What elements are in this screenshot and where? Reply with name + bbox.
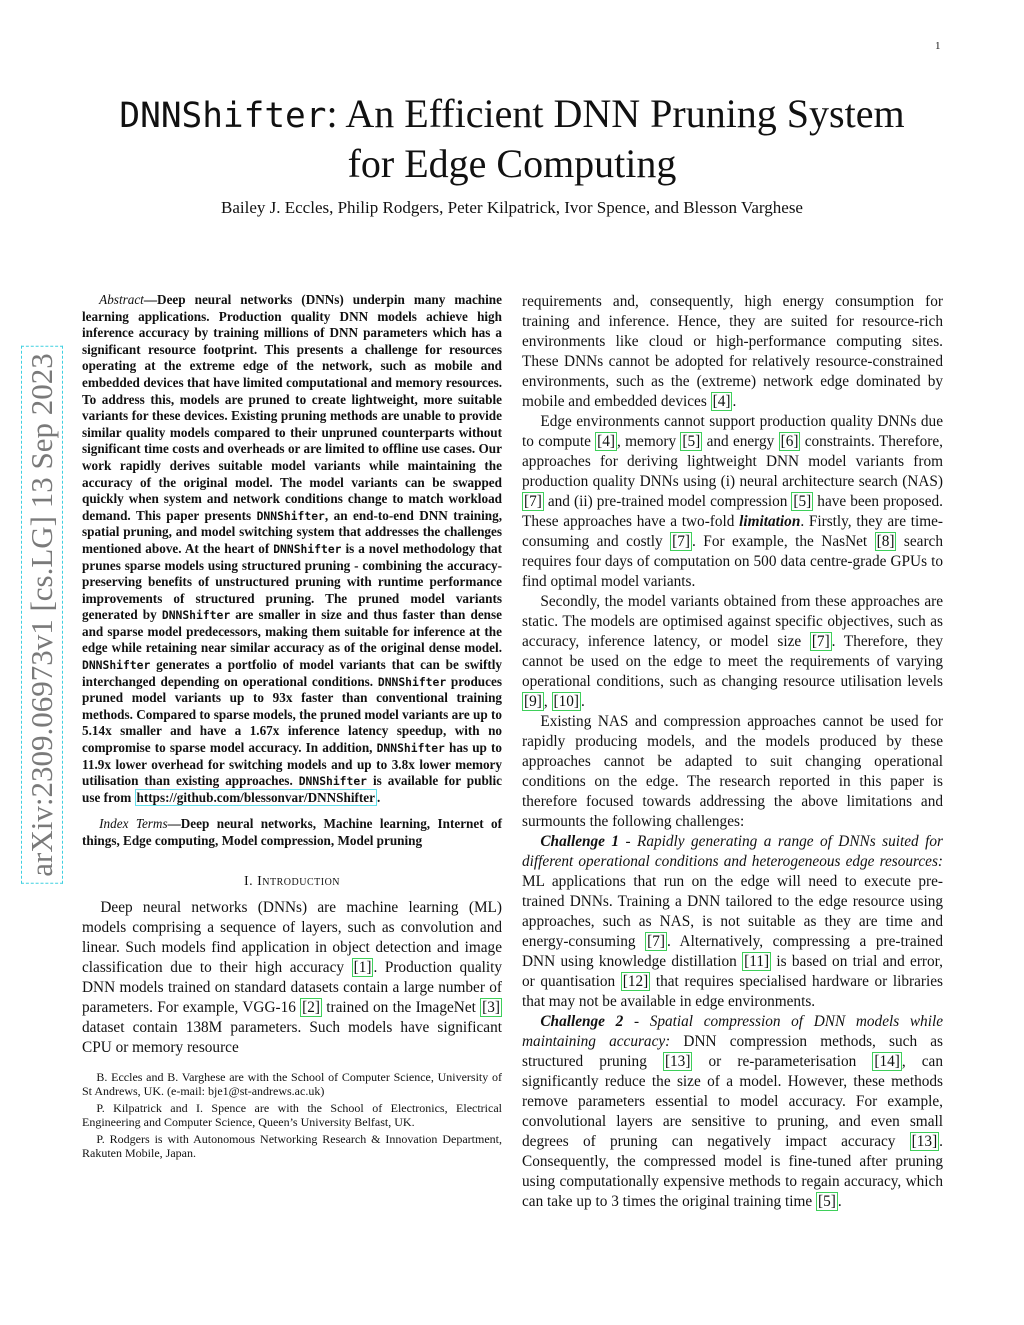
abstract-text: are smaller in size and thus faster than dense and sparse model predecessors, making them suitable for inference at the edge while retaining near similar accuracy as of the original dense model. (82, 607, 502, 656)
citation[interactable]: [7] (524, 493, 542, 510)
footnote: P. Kilpatrick and I. Spence are with the School of Electronics, Electrical Engineering and Computer Science, Queen’s University Belfast, UK. (82, 1100, 502, 1130)
challenge-2: Challenge 2 - Spatial compression of DNN models while maintaining accuracy: DNN compression methods, such as structured pruning [13] or re-parameterisation [14] , can significantly reduce the size of a model. However, these methods remove parameters essential to model accuracy. For example, convolutional layers are sensitive to pruning, and even small degrees of pruning can negatively impact accuracy [13] . Consequently, the compressed model is fine-tuned after pruning using computationally expensive methods to regain accuracy, which can take up to 3 times the original training time [5] . (522, 1013, 943, 1210)
citation[interactable]: [12] (622, 973, 649, 990)
paper-title (60, 90, 964, 187)
citation[interactable]: [8] (876, 533, 895, 550)
system-name: DNNShifter (377, 674, 447, 689)
citation[interactable]: [13] (664, 1053, 691, 1070)
citation[interactable]: [14] (874, 1053, 900, 1070)
arxiv-stamp[interactable] (16, 320, 68, 910)
citation[interactable]: [5] (817, 1193, 836, 1210)
citation[interactable]: [6] (780, 433, 799, 450)
system-name: DNNShifter (119, 96, 327, 136)
abstract-text: is available for public use from (82, 773, 502, 805)
title-line1: : An Efficient DNN Pruning System (326, 91, 905, 136)
citation[interactable]: [7] (647, 933, 665, 950)
citation[interactable]: [13] (911, 1133, 938, 1150)
system-name: DNNShifter (161, 608, 231, 623)
abstract-text: produces pruned model variants up to 93x faster than conventional training methods. Compared to sparse models, the pruned model variants are up to 5.14x smaller and have a 1.67x inference latency speedup, with no compromise to sparse model accuracy. In addition, (82, 673, 502, 756)
system-name: DNNShifter (376, 741, 445, 756)
system-name: DNNShifter (82, 658, 151, 673)
citation[interactable]: [4] (597, 433, 616, 450)
citation[interactable]: [7] (811, 633, 830, 650)
footnote: P. Rodgers is with Autonomous Networking Research & Innovation Department, Rakuten Mobile, Japan. (82, 1131, 502, 1161)
limitation-emphasis: limitation (739, 513, 801, 530)
index-terms-label: Index Terms (99, 816, 168, 832)
citation[interactable]: [10] (553, 693, 579, 710)
section-title: Introduction (257, 873, 341, 889)
challenge-label: Challenge 1 (540, 833, 620, 850)
arxiv-identifier[interactable]: arXiv:2309.06973v1 [cs.LG] 13 Sep 2023 (21, 346, 63, 884)
citation[interactable]: [9] (524, 693, 542, 710)
citation[interactable]: [5] (682, 433, 701, 450)
left-column (82, 292, 502, 1163)
body-paragraph: requirements and, consequently, high energy consumption for training and inference. Hence, they are suited for resource-rich environments like cloud or high-performance computing sites. These DNNs cannot be adopted for relatively resource-constrained environments, such as the (extreme) network edge dominated by mobile and embedded devices [4] . (522, 293, 943, 410)
citation[interactable]: [11] (744, 953, 770, 970)
body-paragraph: Secondly, the model variants obtained from these approaches are static. The models are optimised against specific objectives, such as accuracy, inference latency, or model size [7] . Therefore, they cannot be used on the edge to meet the requirements of varying operational conditions, such as changing resource utilisation levels [9] , [10] . (522, 593, 944, 710)
index-terms (82, 816, 502, 849)
section-heading (82, 872, 502, 892)
citation[interactable]: [7] (672, 533, 691, 550)
footnotes (82, 1070, 502, 1161)
abstract-label: Abstract (99, 292, 144, 307)
right-column (522, 292, 943, 1212)
abstract-text: generates a portfolio of model variants that can be swiftly interchanged depending on operational conditions. (82, 657, 502, 689)
body-paragraph: Existing NAS and compression approaches cannot be used for rapidly producing models, and the models produced by these approaches cannot be adapted to suit changing operational conditions on the edge. The research reported in this paper is therefore focused towards addressing the above limitations and surmounts the following challenges: (522, 713, 943, 830)
abstract-text: is a novel methodology that prunes sparse models using structured pruning - combining the accuracy-preserving benefits of unstructured pruning with runtime performance improvements of structured pruning. The pruned model variants generated by (82, 540, 503, 623)
abstract-text: —Deep neural networks (DNNs) underpin many machine learning applications. Production quality DNN models achieve high inference accuracy by training millions of DNN parameters which has a significant resource footprint. This presents a challenge for resources operating at the extreme edge of the network, such as mobile and embedded devices that have limited computational and memory resources. To address this, models are pruned to create lightweight, more suitable variants for these devices. Existing pruning methods are unable to provide similar quality models compared to their unpruned counterparts without significant time costs and overheads or are limited to offline use cases. Our work rapidly derives suitable model variants while maintaining the accuracy of the original model. The model variants can be swapped quickly when system and network conditions change to match workload demand. This paper presents (82, 292, 502, 523)
citation[interactable]: [2] (302, 998, 321, 1016)
citation[interactable]: [3] (482, 998, 500, 1016)
section-number: I. (243, 873, 254, 889)
abstract-text: . (377, 789, 381, 805)
abstract-text: , an end-to-end DNN training, spatial pruning, and model switching system that addresses the challenges mentioned above. At the heart of (82, 507, 502, 556)
citation[interactable]: [1] (353, 958, 372, 976)
citation[interactable]: [4] (712, 393, 731, 410)
author-list: Bailey J. Eccles, Philip Rodgers, Peter Kilpatrick, Ivor Spence, and Blesson Varghese (221, 198, 803, 217)
index-terms-text: —Deep neural networks, Machine learning, Internet of things, Edge computing, Model compression, Model pruning (82, 816, 502, 848)
github-link[interactable]: https://github.com/blessonvar/DNNShifter (136, 789, 375, 805)
intro-paragraph: Deep neural networks (DNNs) are machine learning (ML) models comprising a sequence of layers, such as convolution and linear. Such models find application in object detection and image classification due to their high accuracy [1] . Production quality DNN models trained on standard datasets contain a large number of parameters. For example, VGG-16 [2] trained on the ImageNet [3] dataset contain 138M parameters. Such models have significant CPU or memory resource (82, 898, 503, 1056)
abstract (82, 292, 502, 806)
body-paragraph: Edge environments cannot support production quality DNNs due to compute [4] , memory [5] and energy [6] constraints. Therefore, approaches for deriving lightweight DNN model variants from production quality DNNs using (i) neural architecture search (NAS) [7] and (ii) pre-trained model compression [5] have been proposed. These approaches have a two-fold limitation. Firstly, they are time-consuming and costly [7] . For example, the NasNet [8] search requires four days of computation on 500 data centre-grade GPUs to find optimal model variants. (522, 413, 943, 590)
citation[interactable]: [5] (793, 493, 812, 510)
challenge-title: - Rapidly generating a range of DNNs suited for different operational conditions and heterogeneous edge resources: (522, 833, 943, 870)
abstract-text: has up to 11.9x lower overhead for switching models and up to 3.8x lower memory utilisation than existing approaches. (82, 740, 502, 789)
challenge-label: Challenge 2 (540, 1013, 624, 1030)
challenge-1: Challenge 1 - Rapidly generating a range of DNNs suited for different operational conditions and heterogeneous edge resources: ML applications that run on the edge will need to execute pre-trained DNNs. Training a DNN tailored to the edge resource using approaches, such as NAS, is not suitable as they are time and energy-consuming [7] . Alternatively, compressing a pre-trained DNN using knowledge distillation [11] is based on trial and error, or quantisation [12] that requires specialised hardware or libraries that may not be available in edge environments. (522, 833, 943, 1010)
title-line2: for Edge Computing (347, 141, 677, 186)
challenge-title: - Spatial compression of DNN models while maintaining accuracy: (522, 1013, 943, 1050)
system-name: DNNShifter (256, 508, 325, 523)
footnote: B. Eccles and B. Varghese are with the School of Computer Science, University of St Andrews, UK. (e-mail: bje1@st-andrews.ac.uk) (82, 1069, 502, 1099)
system-name: DNNShifter (273, 541, 342, 556)
system-name: DNNShifter (298, 774, 367, 789)
page-number: 1 (935, 40, 941, 52)
